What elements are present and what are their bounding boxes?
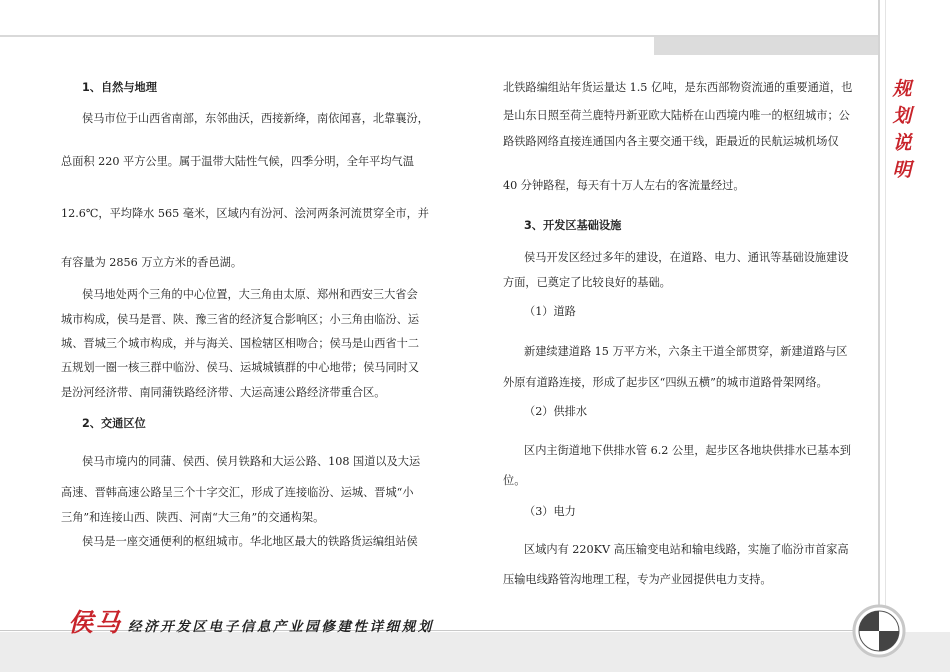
paragraph-line: 三角”和连接山西、陕西、河南“大三角”的交通构架。 xyxy=(61,511,325,524)
paragraph-line: 北铁路编组站年货运量达 1.5 亿吨，是东西部物资流通的重要通道，也 xyxy=(503,81,853,94)
paragraph-line: 方面，已奠定了比较良好的基础。 xyxy=(503,276,671,289)
side-title-char: 说 xyxy=(892,132,912,154)
footer-title-main: 侯马 xyxy=(68,608,123,637)
paragraph-line: 外原有道路连接，形成了起步区“四纵五横”的城市道路骨架网络。 xyxy=(503,376,828,389)
paragraph-line: 是汾河经济带、南同蒲铁路经济带、大运高速公路经济带重合区。 xyxy=(61,386,386,399)
paragraph-line: （1）道路 xyxy=(524,305,576,318)
paragraph-line: （2）供排水 xyxy=(524,405,588,418)
paragraph-line: 侯马地处两个三角的中心位置，大三角由太原、郑州和西安三大省会 xyxy=(82,288,418,301)
side-title-char: 规 xyxy=(892,78,912,100)
paragraph-line: 侯马是一座交通便利的枢纽城市。华北地区最大的铁路货运编组站侯 xyxy=(82,535,418,548)
paragraph-line: 五规划一圈一核三群中临汾、侯马、运城城镇群的中心地带；侯马同时又 xyxy=(61,361,420,374)
paragraph-line: 总面积 220 平方公里。属于温带大陆性气候，四季分明，全年平均气温 xyxy=(61,155,414,168)
paragraph-line: 位。 xyxy=(503,474,526,487)
paragraph-line: 侯马开发区经过多年的建设，在道路、电力、通讯等基础设施建设 xyxy=(524,251,849,264)
section-heading: 2、交通区位 xyxy=(82,417,146,430)
paragraph-line: 城、晋城三个城市构成，并与海关、国检辖区相吻合；侯马是山西省十二 xyxy=(61,337,420,350)
section-heading: 3、开发区基础设施 xyxy=(524,219,622,232)
paragraph-line: 有容量为 2856 万立方米的香邑湖。 xyxy=(61,256,243,269)
paragraph-line: 12.6℃，平均降水 565 毫米，区域内有汾河、浍河两条河流贯穿全市，并 xyxy=(61,207,429,220)
paragraph-line: 区域内有 220KV 高压输变电站和输电线路，实施了临汾市首家高 xyxy=(524,543,849,556)
paragraph-line: （3）电力 xyxy=(524,505,576,518)
side-title-vertical xyxy=(889,76,915,184)
right-margin-rule-inner xyxy=(885,0,886,672)
paragraph-line: 压输电线路管沟地理工程，专为产业园提供电力支持。 xyxy=(503,573,772,586)
paragraph-line: 是山东日照至荷兰鹿特丹新亚欧大陆桥在山西境内唯一的枢纽城市；公 xyxy=(503,109,850,122)
paragraph-line: 侯马市位于山西省南部，东邻曲沃，西接新绛，南依闻喜，北靠襄汾， xyxy=(82,112,429,125)
side-title-char: 明 xyxy=(892,159,912,181)
paragraph-line: 侯马市境内的同蒲、侯西、侯月铁路和大运公路、108 国道以及大运 xyxy=(82,455,421,468)
paragraph-line: 区内主街道地下供排水管 6.2 公里，起步区各地块供排水已基本到 xyxy=(524,444,851,457)
section-heading: 1、自然与地理 xyxy=(82,81,157,94)
footer-gray-band xyxy=(0,632,950,672)
paragraph-line: 高速、晋韩高速公路呈三个十字交汇，形成了连接临汾、运城、晋城“小 xyxy=(61,486,414,499)
right-margin-rule xyxy=(878,0,880,672)
emblem-icon xyxy=(852,604,906,658)
header-gray-band xyxy=(654,37,878,55)
side-title-char: 划 xyxy=(892,105,912,127)
footer-project-title xyxy=(68,603,434,635)
paragraph-line: 城市构成，侯马是晋、陕、豫三省的经济复合影响区；小三角由临汾、运 xyxy=(61,313,420,326)
paragraph-line: 40 分钟路程，每天有十万人左右的客流量经过。 xyxy=(503,179,745,192)
paragraph-line: 路铁路网络直接连通国内各主要交通干线，距最近的民航运城机场仅 xyxy=(503,135,839,148)
paragraph-line: 新建续建道路 15 万平方米，六条主干道全部贯穿，新建道路与区 xyxy=(524,345,848,358)
footer-title-sub: 经济开发区电子信息产业园修建性详细规划 xyxy=(128,619,434,635)
